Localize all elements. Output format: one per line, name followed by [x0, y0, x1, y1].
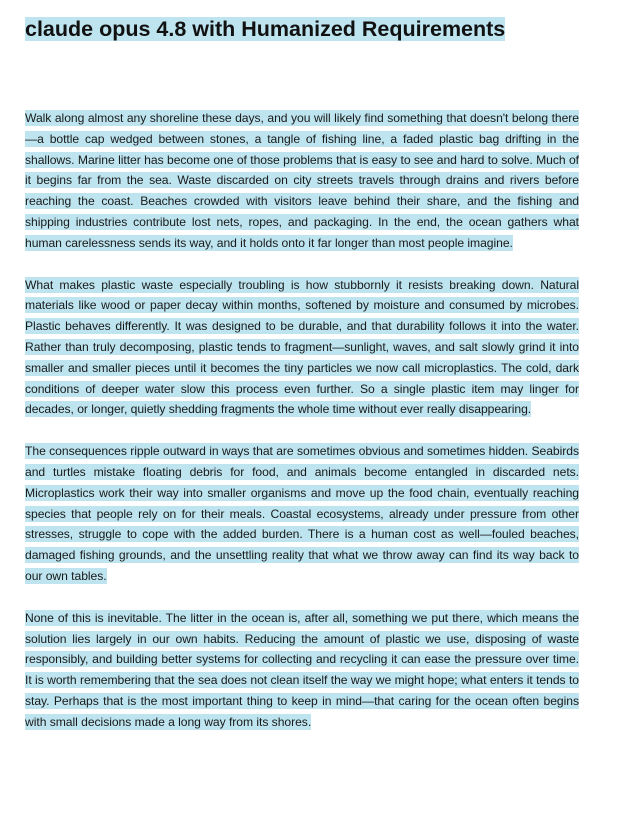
paragraph: [25, 108, 579, 254]
paragraph-text: None of this is inevitable. The litter in the ocean is, after all, something we put there, which means the solution lies largely in our own habits. Reducing the amount of plastic we use, disposing of waste responsibly, and building better systems for collecting and recycling it can ease the pressure over time. It is worth remembering that the sea does not clean itself the way we might hope; what enters it tends to stay. Perhaps that is the most important thing to keep in mind—that caring for the ocean often begins with small decisions made a long way from its shores.: [25, 610, 579, 729]
paragraph: [25, 275, 579, 421]
paragraph-text: Walk along almost any shoreline these days, and you will likely find something that doesn't belong there—a bottle cap wedged between stones, a tangle of fishing line, a faded plastic bag drifting in the shallows. Marine litter has become one of those problems that is easy to see and hard to solve. Much of it begins far from the sea. Waste discarded on city streets travels through drains and rivers before reaching the coast. Beaches crowded with visitors leave behind their share, and the fishing and shipping industries contribute lost nets, ropes, and packaging. In the end, the ocean gathers what human carelessness sends its way, and it holds onto it far longer than most people imagine.: [25, 111, 579, 250]
paragraph-text: What makes plastic waste especially troubling is how stubbornly it resists breaking down. Natural materials like wood or paper decay within months, softened by moisture and consumed by microbes. Plastic behaves differently. It was designed to be durable, and that durability follows it into the water. Rather than truly decomposing, plastic tends to fragment—sunlight, waves, and salt slowly grind it into smaller and smaller pieces until it becomes the tiny particles we now call microplastics. The cold, dark conditions of deeper water slow this process even further. So a single plastic item may linger for decades, or longer, quietly shedding fragments the whole time without ever really disappearing.: [25, 277, 579, 417]
document-body: [25, 108, 579, 754]
document-title: claude opus 4.8 with Humanized Requirements: [25, 17, 506, 41]
paragraph-text: The consequences ripple outward in ways that are sometimes obvious and sometimes hidden. Seabirds and turtles mistake floating debris for food, and animals become entangled in discarded nets. Microplastics work their way into smaller organisms and move up the food chain, eventually reaching species that people rely on for their meals. Coastal ecosystems, already under pressure from other stresses, struggle to cope with the added burden. There is a human cost as well—fouled beaches, damaged fishing grounds, and the unsettling reality that what we throw away can find its way back to our own tables.: [25, 444, 579, 583]
paragraph: [25, 608, 579, 733]
paragraph: [25, 441, 579, 587]
title-block: [25, 14, 585, 45]
